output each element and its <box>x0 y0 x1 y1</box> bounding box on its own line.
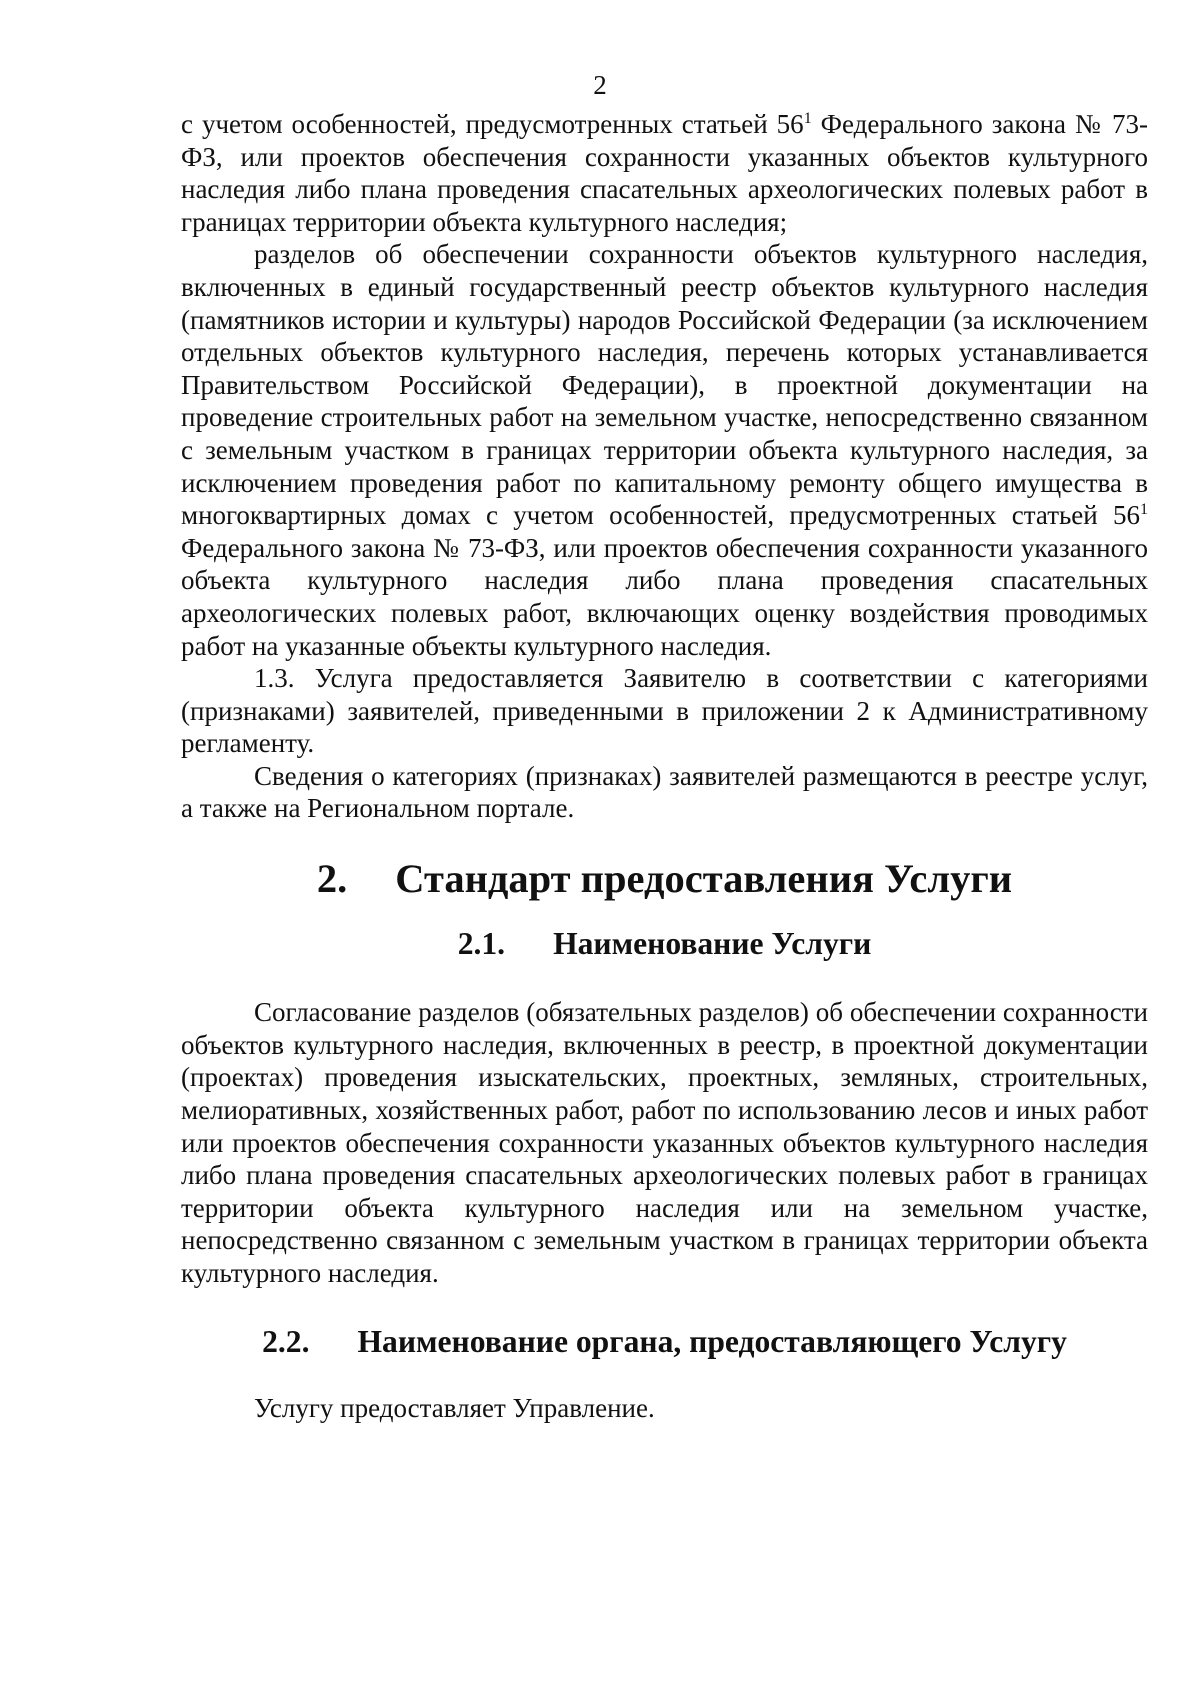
subsection-title: Наименование Услуги <box>553 925 872 961</box>
subsection-number: 2.2. <box>262 1323 310 1359</box>
section-title: Стандарт предоставления Услуги <box>395 856 1013 902</box>
subsection-title: Наименование органа, предоставляющего Услугу <box>357 1323 1067 1359</box>
section-heading-2 <box>181 856 1148 902</box>
document-body <box>181 108 1148 1425</box>
paragraph-authority: Услугу предоставляет Управление. <box>254 1393 655 1424</box>
paragraph-text: Федерального закона № 73-ФЗ, или проектов обеспечения сохранности указанного объекта культурного наследия либо плана проведения спасательных археологических полевых работ, включающих оценку воздействия проводимых работ на указанные объекты культурного наследия. <box>181 532 1148 661</box>
paragraph-continuation <box>181 108 1148 238</box>
paragraph-text: разделов об обеспечении сохранности объектов культурного наследия, включенных в единый государственный реестр объектов культурного наследия (памятников истории и культуры) народов Российской Федерации (за исключением отдельных объектов культурного наследия, перечень которых устанавливается Правительством Российской Федерации), в проектной документации на проведение строительных работ на земельном участке, непосредственно связанном с земельным участком в границах территории объекта культурного наследия, за исключением проведения работ по капитальному ремонту общего имущества в многоквартирных домах с учетом особенностей, предусмотренных статьей 56 <box>181 239 1148 531</box>
subsection-heading-2-2 <box>181 1323 1148 1359</box>
paragraph-applicant-info: Сведения о категориях (признаках) заявителей размещаются в реестре услуг, а также на Региональном портале. <box>181 760 1148 824</box>
paragraph-sections-list <box>181 238 1148 662</box>
paragraph-1-3: 1.3. Услуга предоставляется Заявителю в соответствии с категориями (признаками) заявителей, приведенными в приложении 2 к Административному регламенту. <box>181 663 1148 759</box>
subsection-heading-2-1 <box>181 925 1148 961</box>
page-number: 2 <box>593 70 607 100</box>
paragraph-text: с учетом особенностей, предусмотренных статьей 56 <box>181 109 804 139</box>
subsection-number: 2.1. <box>457 925 506 961</box>
paragraph-text: Федерального закона № 73-ФЗ, или проектов обеспечения сохранности указанных объектов культурного наследия либо плана проведения спасательных археологических полевых работ в границах территории объекта культурного наследия; <box>181 109 1148 237</box>
section-number: 2. <box>316 856 348 902</box>
superscript: 1 <box>803 110 812 127</box>
superscript: 1 <box>1140 501 1148 519</box>
paragraph-service-name: Согласование разделов (обязательных разделов) об обеспечении сохранности объектов культурного наследия, включенных в реестр, в проектной документации (проектах) проведения изыскательских, проектных, земляных, строительных, мелиоративных, хозяйственных работ, работ по использованию лесов и иных работ или проектов обеспечения сохранности указанных объектов культурного наследия либо плана проведения спасательных археологических полевых работ в границах территории объекта культурного наследия или на земельном участке, непосредственно связанном с земельным участком в границах территории объекта культурного наследия. <box>181 997 1148 1288</box>
